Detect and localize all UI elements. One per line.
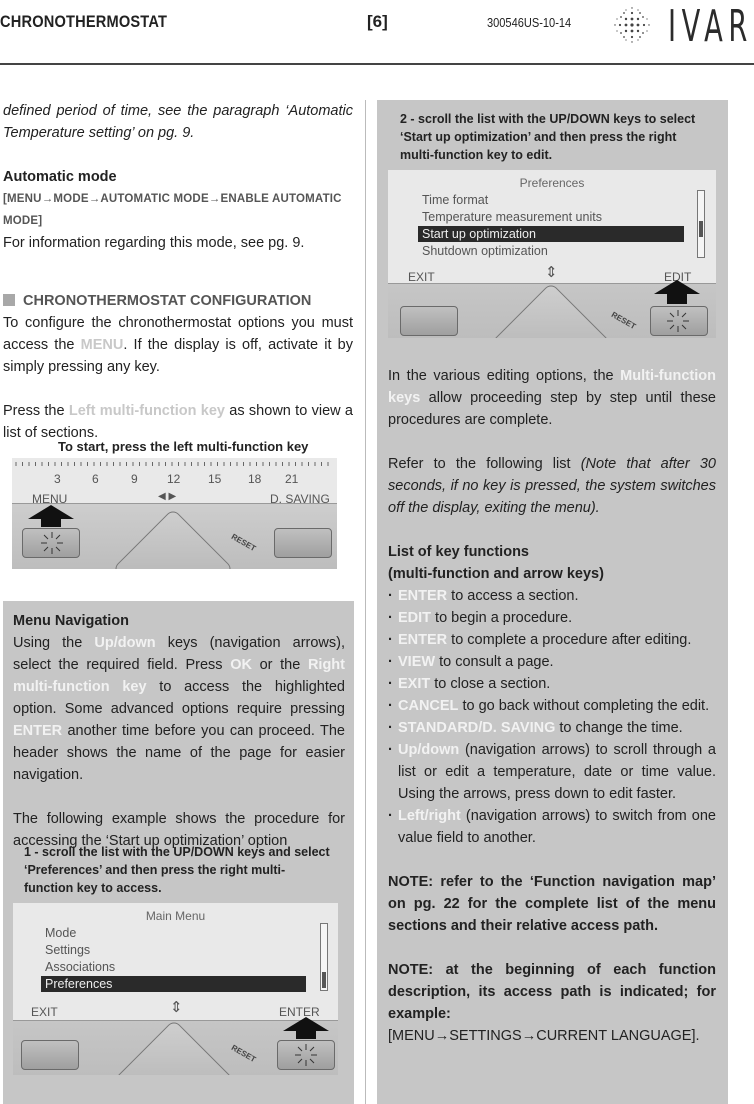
key-function-text: to access a section.: [447, 588, 579, 604]
bullet-icon: ·: [388, 610, 393, 626]
timeout-note: (Note that after 30 seconds, if no key is pressed, the system switches off the display, exiting the menu).: [388, 456, 716, 516]
pref-item-shutdown-optimization[interactable]: Shutdown optimization: [422, 244, 548, 258]
list-title-1: List of key functions: [388, 544, 529, 560]
intro-text: defined period of time, see the paragraph ‘Automatic Temperature setting’ on pg. 9.: [3, 103, 353, 141]
arrow-keypad[interactable]: [490, 282, 612, 338]
section-heading: [3, 290, 353, 312]
figure1-device: [12, 458, 337, 569]
scale-label: 21: [285, 472, 299, 486]
reset-label: RESET: [229, 1043, 258, 1065]
multifunction-keyword: Multi-function keys: [388, 368, 716, 406]
scale-label: 12: [167, 472, 181, 486]
key-function-text: to consult a page.: [435, 654, 554, 670]
config-paragraph-2: Press the Left multi-function key as shown to view a list of sections.: [3, 403, 353, 441]
exit-softkey-label: EXIT: [408, 270, 435, 284]
scale-label: 15: [208, 472, 222, 486]
left-multifunction-key[interactable]: [21, 1040, 79, 1070]
main-menu-title: Main Menu: [145, 909, 206, 923]
key-function-item: [388, 695, 716, 717]
note-1: NOTE: refer to the ‘Function navigation map’ on pg. 22 for the complete list of the menu sections and their relative access path.: [388, 874, 716, 934]
scale-label: 3: [54, 472, 61, 486]
menu-item-settings[interactable]: Settings: [45, 943, 91, 957]
menu-scrollbar[interactable]: [320, 923, 328, 991]
key-function-item: [388, 739, 716, 805]
key-function-item: [388, 585, 716, 607]
document-code: 300546US-10-14: [487, 15, 572, 30]
nav-paragraph-1: Using the Up/down keys (navigation arrows), select the required field. Press OK or the Right multi-function key to access the highlighted option. Some advanced options require pressing ENTER another time before you can proceed. The header shows the name of the page for easier navigation.: [13, 635, 345, 783]
bullet-icon: ·: [388, 742, 393, 758]
section-title: CHRONOTHERMOSTAT CONFIGURATION: [23, 293, 312, 309]
updown-keyword: Up/down: [94, 635, 156, 651]
automatic-mode-text: For information regarding this mode, see pg. 9.: [3, 235, 305, 251]
figure3-display: [388, 170, 716, 284]
automatic-mode-title: Automatic mode: [3, 169, 117, 185]
bullet-icon: ·: [388, 720, 393, 736]
bullet-icon: ·: [388, 632, 393, 648]
key-function-text: to complete a procedure after editing.: [447, 632, 692, 648]
key-function-key: STANDARD/D. SAVING: [398, 720, 556, 736]
edit-softkey-label: EDIT: [664, 270, 692, 284]
column-divider: [365, 100, 366, 1104]
right-multifunction-key[interactable]: [274, 528, 332, 558]
figure2-display: [13, 903, 338, 1021]
nav-title: Menu Navigation: [13, 613, 130, 629]
bullet-icon: ·: [388, 676, 393, 692]
bullet-icon: ·: [388, 808, 393, 824]
note-2: NOTE: at the beginning of each function description, its access path is indicated; for example:: [388, 962, 716, 1022]
list-title-2: (multi-function and arrow keys): [388, 566, 604, 582]
menu-item-preferences[interactable]: Preferences: [41, 976, 306, 992]
key-function-key: Up/down: [398, 742, 460, 758]
updown-icon: ⇕: [545, 264, 558, 281]
key-function-item: [388, 717, 716, 739]
updown-icon: ⇕: [170, 999, 183, 1016]
menu-keyword: MENU: [80, 337, 124, 353]
key-function-text: (navigation arrows) to switch from one value field to another.: [398, 808, 716, 846]
menu-item-mode[interactable]: Mode: [45, 926, 77, 940]
figure2-device: [13, 903, 338, 1075]
nav-paragraph-2: The following example shows the procedure for accessing the ‘Start up optimization’ option: [13, 811, 345, 849]
key-function-item: [388, 805, 716, 849]
ok-keyword: OK: [230, 657, 252, 673]
key-function-key: VIEW: [398, 654, 436, 670]
enter-keyword: ENTER: [13, 723, 63, 739]
key-function-text: to change the time.: [555, 720, 683, 736]
left-right-arrows-icon: ◀ ▶: [158, 491, 177, 502]
page-number: [6]: [367, 12, 388, 31]
key-function-key: CANCEL: [398, 698, 459, 714]
figure3-device: [388, 170, 716, 338]
menu-item-associations[interactable]: Associations: [45, 960, 116, 974]
header-title: CHRONOTHERMOSTAT: [0, 12, 168, 31]
step2-caption: 2 - scroll the list with the UP/DOWN keys to select ‘Start up optimization’ and then press the right multi-function key to edit.: [400, 112, 696, 162]
pointer-arrow-icon: [28, 505, 74, 519]
scale-label: 6: [92, 472, 99, 486]
scale-label: 18: [248, 472, 262, 486]
pointer-arrow-icon: [283, 1017, 329, 1031]
pointer-arrow-icon: [654, 280, 700, 294]
key-function-text: to close a section.: [430, 676, 551, 692]
preferences-title: Preferences: [519, 176, 585, 190]
key-function-key: Left/right: [398, 808, 461, 824]
key-function-item: [388, 607, 716, 629]
automatic-mode-path: [MENU→MODE→AUTOMATIC MODE→ENABLE AUTOMATIC MODE]: [3, 193, 342, 227]
key-function-text: (navigation arrows) to scroll through a list or edit a temperature, date or time value. Using the arrows, press down to edit faster.: [398, 742, 716, 802]
refer-paragraph: Refer to the following list (Note that after 30 seconds, if no key is pressed, the system switches off the display, exiting the menu).: [388, 456, 716, 516]
press-spark-icon: [39, 530, 65, 556]
time-scale: [12, 468, 337, 486]
left-column: [3, 100, 353, 444]
config-paragraph-1: To configure the chronothermostat options you must access the MENU. If the display is off, activate it by simply pressing any key.: [3, 315, 353, 375]
key-function-key: EXIT: [398, 676, 431, 692]
step1-caption: 1 - scroll the list with the UP/DOWN keys and select ‘Preferences’ and then press the right multi-function key to access.: [24, 845, 330, 895]
press-spark-icon: [293, 1042, 319, 1068]
key-function-key: ENTER: [398, 632, 448, 648]
right-column-text: [388, 365, 716, 1047]
section-square-icon: [3, 294, 15, 306]
page-header: [0, 0, 754, 66]
key-function-item: [388, 651, 716, 673]
note-2-path: [MENU→SETTINGS→CURRENT LANGUAGE].: [388, 1028, 700, 1044]
pref-item-time-format[interactable]: Time format: [422, 193, 489, 207]
key-function-text: to begin a procedure.: [431, 610, 573, 626]
key-function-list: [388, 585, 716, 849]
figure1-display: [12, 458, 337, 504]
brand-logo: IVAR: [668, 1, 753, 52]
pref-item-start-up-optimization[interactable]: Start up optimization: [418, 226, 684, 242]
exit-softkey-label: EXIT: [31, 1005, 58, 1019]
key-function-text: to go back without completing the edit.: [458, 698, 710, 714]
figure1-caption: To start, press the left multi-function key: [58, 439, 309, 454]
arrow-keypad[interactable]: [112, 508, 234, 569]
right-key-keyword: Right multi-function key: [13, 657, 345, 695]
reset-label: RESET: [609, 310, 638, 332]
reset-label: RESET: [229, 532, 258, 554]
bullet-icon: ·: [388, 654, 393, 670]
menu-softkey-label: MENU: [32, 492, 68, 506]
key-function-key: EDIT: [398, 610, 432, 626]
left-multifunction-key[interactable]: [400, 306, 458, 336]
pref-item-temperature-units[interactable]: Temperature measurement units: [422, 210, 602, 224]
enter-softkey-label: ENTER: [279, 1005, 320, 1019]
bullet-icon: ·: [388, 588, 393, 604]
key-function-item: [388, 629, 716, 651]
multifunction-paragraph: In the various editing options, the Multi-function keys allow proceeding step by step until these procedures are complete.: [388, 368, 716, 428]
arrow-keypad[interactable]: [113, 1019, 235, 1075]
key-function-item: [388, 673, 716, 695]
menu-navigation-content: [13, 610, 345, 852]
scale-label: 9: [131, 472, 138, 486]
preferences-scrollbar[interactable]: [697, 190, 705, 258]
globe-logo-icon: [609, 2, 655, 48]
left-key-keyword: Left multi-function key: [68, 403, 225, 419]
dsaving-softkey-label: D. SAVING: [270, 492, 330, 506]
header-rule: [0, 63, 754, 65]
key-function-key: ENTER: [398, 588, 448, 604]
press-spark-icon: [665, 308, 691, 334]
bullet-icon: ·: [388, 698, 393, 714]
